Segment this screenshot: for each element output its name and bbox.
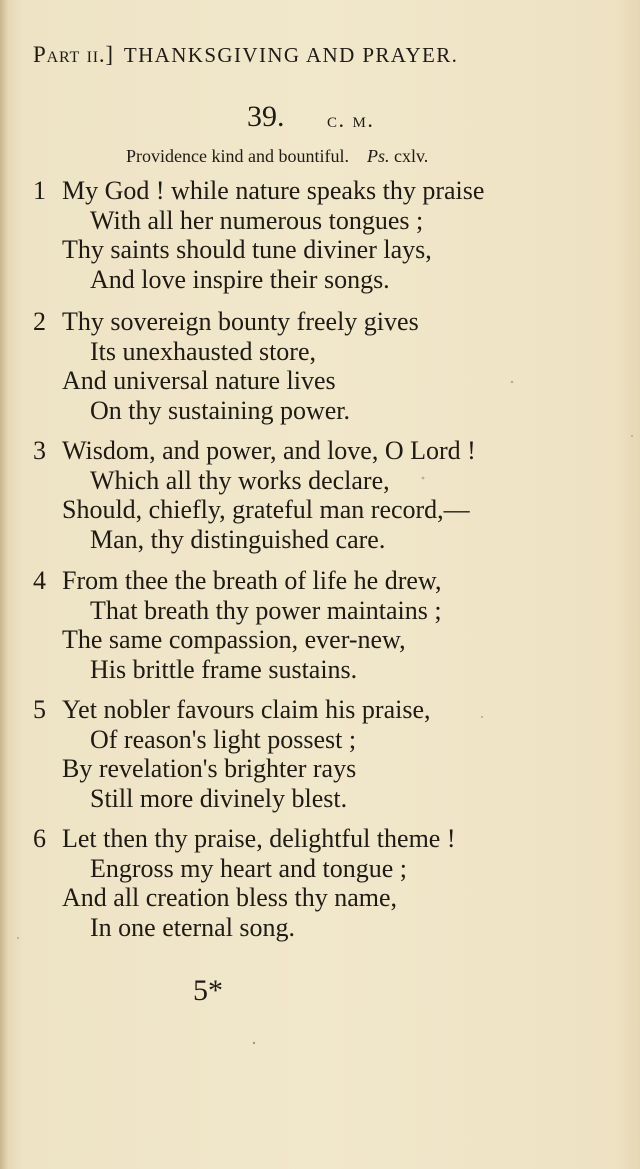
paper-speck xyxy=(511,381,513,383)
verse-line: Which all thy works declare, xyxy=(90,466,390,495)
verse-line: The same compassion, ever-new, xyxy=(62,625,406,654)
verse-line: Let then thy praise, delightful theme ! xyxy=(62,824,456,853)
verse-line: In one eternal song. xyxy=(90,913,296,942)
stanza-number: 6 xyxy=(33,824,46,853)
paper-speck xyxy=(17,937,19,939)
signature-mark: 5* xyxy=(193,974,223,1007)
section-title: THANKSGIVING AND PRAYER. xyxy=(123,43,459,67)
paper-speck xyxy=(422,477,425,480)
paper-speck xyxy=(631,435,633,437)
subtitle-text: Providence kind and bountiful. xyxy=(126,146,349,166)
verse-line: Man, thy distinguished care. xyxy=(90,525,386,554)
stanza-number: 4 xyxy=(33,566,46,595)
verse-line: Still more divinely blest. xyxy=(90,784,348,813)
stanza-number: 3 xyxy=(33,436,46,465)
paper-speck xyxy=(481,716,483,718)
verse-line: From thee the breath of life he drew, xyxy=(62,566,442,595)
verse-line: On thy sustaining power. xyxy=(90,396,350,425)
verse-line: And universal nature lives xyxy=(62,366,336,395)
paper-speck xyxy=(253,1042,255,1044)
verse-line: And love inspire their songs. xyxy=(90,265,390,294)
part-label: Part ii.] xyxy=(33,42,114,67)
psalm-reference xyxy=(367,146,428,166)
verse-line: Of reason's light possest ; xyxy=(90,725,357,754)
psalm-prefix: Ps. xyxy=(366,146,390,166)
verse-line: Its unexhausted store, xyxy=(90,337,317,366)
verse-line: Should, chiefly, grateful man record,— xyxy=(62,495,470,524)
running-header xyxy=(33,42,458,68)
stanza-number: 5 xyxy=(33,695,46,724)
verse-line: Thy saints should tune diviner lays, xyxy=(62,235,432,264)
verse-line: That breath thy power maintains ; xyxy=(90,596,442,625)
hymn-subtitle xyxy=(126,146,428,167)
psalm-number: cxlv. xyxy=(393,146,429,166)
verse-line: Yet nobler favours claim his praise, xyxy=(62,695,431,724)
verse-line: With all her numerous tongues ; xyxy=(90,206,424,235)
verse-line: My God ! while nature speaks thy praise xyxy=(62,176,485,205)
stanza-number: 1 xyxy=(33,176,46,205)
stanza-number: 2 xyxy=(33,307,46,336)
hymn-number: 39. xyxy=(247,100,285,133)
verse-line: And all creation bless thy name, xyxy=(62,883,398,912)
verse-line: Wisdom, and power, and love, O Lord ! xyxy=(62,436,476,465)
verse-line: By revelation's brighter rays xyxy=(62,754,357,783)
verse-line: Thy sovereign bounty freely gives xyxy=(62,307,419,336)
hymn-meter: c. m. xyxy=(327,107,375,132)
verse-line: His brittle frame sustains. xyxy=(90,655,358,684)
verse-line: Engross my heart and tongue ; xyxy=(90,854,407,883)
